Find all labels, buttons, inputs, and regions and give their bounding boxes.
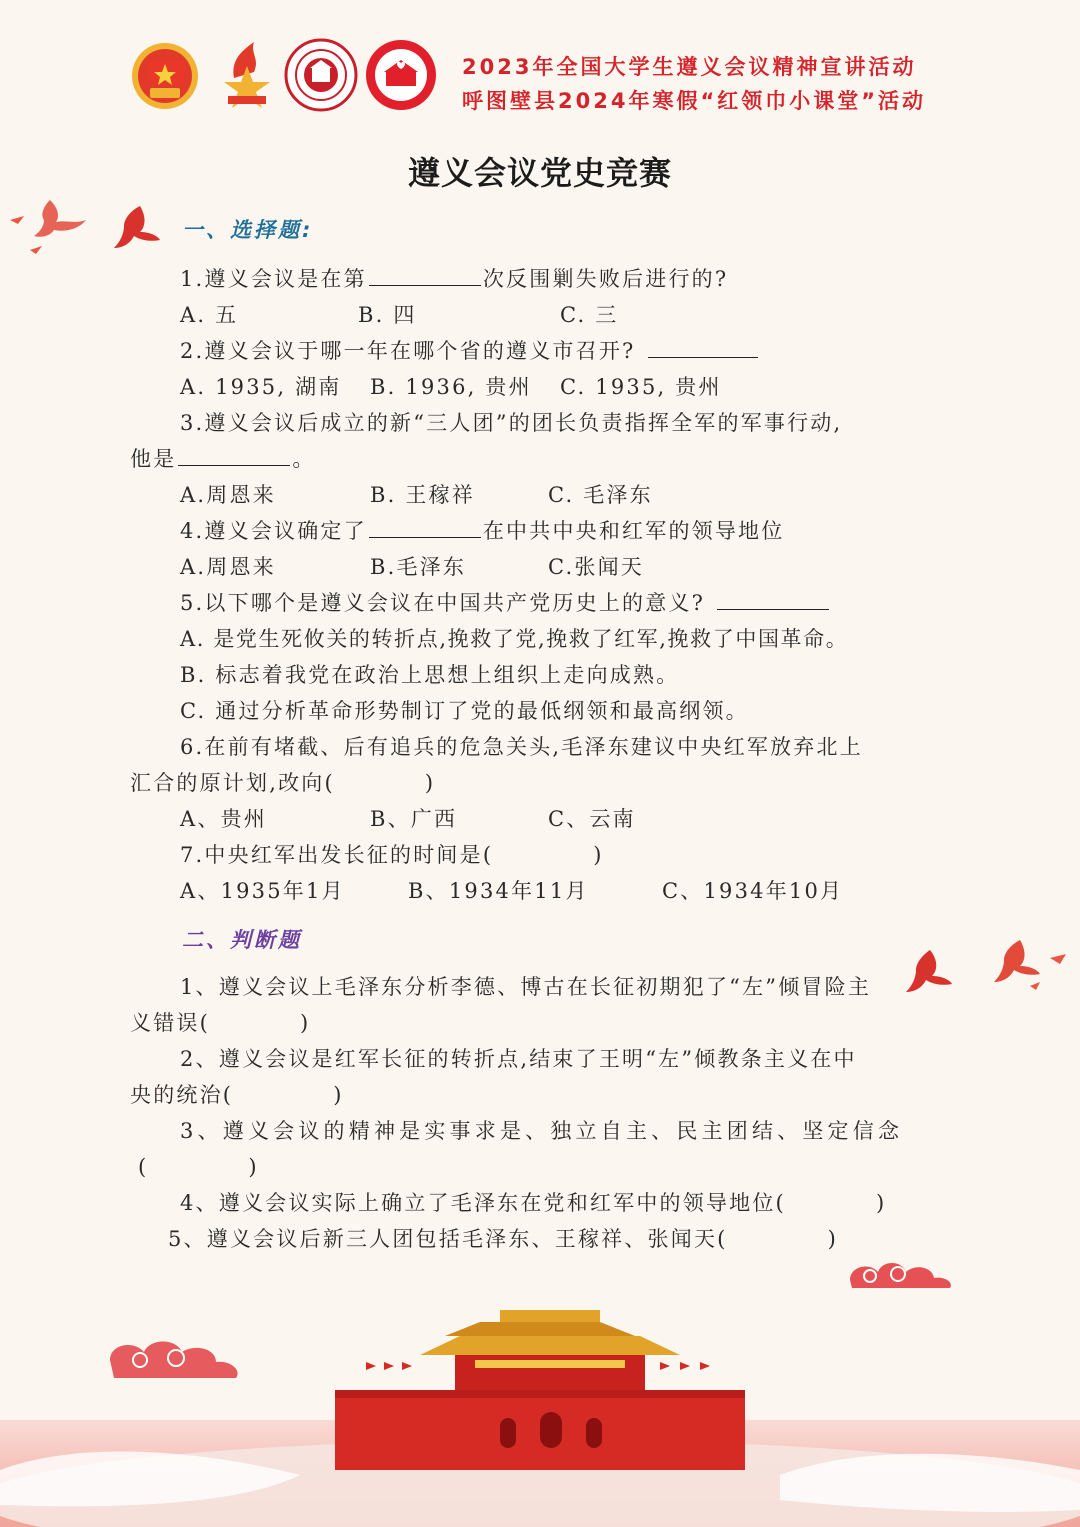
- question-text: ): [593, 843, 604, 867]
- option-c[interactable]: C. 1935, 贵州: [560, 375, 722, 399]
- question-2: [180, 336, 760, 366]
- judgment-2-cont: [130, 1080, 344, 1110]
- question-text: ): [248, 1155, 259, 1179]
- question-4: [180, 516, 784, 546]
- question-text: ): [827, 1227, 838, 1251]
- question-text: 他是: [130, 447, 177, 471]
- question-6-cont: [130, 768, 435, 798]
- judgment-5: [168, 1224, 838, 1254]
- option-a[interactable]: A.周恩来: [180, 555, 276, 579]
- question-text: 次反围剿失败后进行的?: [482, 267, 729, 291]
- event-name-line2: 呼图壁县2024年寒假“红领巾小课堂”活动: [462, 89, 927, 113]
- question-3-options: [180, 480, 880, 510]
- question-text: 4.遵义会议确定了: [180, 519, 367, 543]
- judgment-1: 1、遵义会议上毛泽东分析李德、博古在长征初期犯了“左”倾冒险主: [180, 975, 872, 999]
- option-c[interactable]: C. 通过分析革命形势制订了党的最低纲领和最高纲领。: [180, 699, 749, 723]
- question-text: 5.以下哪个是遵义会议在中国共产党历史上的意义?: [180, 591, 706, 615]
- question-text: 5、遵义会议后新三人团包括毛泽东、王稼祥、张闻天(: [168, 1227, 728, 1251]
- question-text: ): [875, 1191, 887, 1215]
- question-text: ): [424, 771, 436, 795]
- option-a[interactable]: A、1935年1月: [180, 879, 345, 903]
- option-c[interactable]: C、1934年10月: [662, 879, 844, 903]
- option-b[interactable]: B、广西: [370, 807, 458, 831]
- question-3: 3.遵义会议后成立的新“三人团”的团长负责指挥全军的军事行动,: [180, 411, 843, 435]
- option-c[interactable]: C、云南: [548, 807, 636, 831]
- university-seal-icon: [284, 38, 358, 112]
- question-text: 1.遵义会议是在第: [180, 267, 367, 291]
- peace-dove-icon: [880, 930, 1080, 1020]
- option-b[interactable]: B. 1936, 贵州: [370, 375, 532, 399]
- tiananmen-gate-icon: [0, 1300, 1080, 1527]
- question-1: [180, 264, 728, 294]
- question-7-options: [180, 876, 900, 906]
- judgment-3: 3、遵义会议的精神是实事求是、独立自主、民主团结、坚定信念: [180, 1119, 904, 1143]
- school-seal-icon: [364, 38, 438, 112]
- question-text: ): [333, 1083, 344, 1107]
- judgment-3-cont: [138, 1152, 259, 1182]
- question-7: [180, 840, 604, 870]
- question-text: 央的统治(: [130, 1083, 234, 1107]
- question-2-options: [180, 372, 880, 402]
- option-b[interactable]: B、1934年11月: [408, 879, 589, 903]
- option-a[interactable]: A. 是党生死攸关的转折点,挽救了党,挽救了红军,挽救了中国革命。: [180, 627, 849, 651]
- question-text: 。: [292, 447, 316, 471]
- option-b[interactable]: B. 四: [358, 303, 417, 327]
- question-text: (: [138, 1155, 149, 1179]
- question-text: 在中共中央和红军的领导地位: [482, 519, 785, 543]
- question-3-cont: [130, 444, 316, 474]
- answer-blank[interactable]: [717, 589, 829, 610]
- question-4-options: [180, 552, 880, 582]
- section-judgment-heading: 二、判断题: [182, 928, 302, 952]
- peace-dove-icon: [0, 190, 160, 280]
- section-choice-heading: 一、选择题:: [182, 218, 314, 242]
- question-text: ): [300, 1011, 311, 1035]
- event-header: [462, 50, 1062, 118]
- answer-blank[interactable]: [178, 445, 290, 466]
- question-text: 汇合的原计划,改向(: [130, 771, 335, 795]
- event-name-line1: 2023年全国大学生遵义会议精神宣讲活动: [462, 55, 917, 79]
- answer-blank[interactable]: [648, 337, 758, 358]
- judgment-4: [180, 1188, 886, 1218]
- option-b[interactable]: B. 标志着我党在政治上思想上组织上走向成熟。: [180, 663, 680, 687]
- question-text: 2.遵义会议于哪一年在哪个省的遵义市召开?: [180, 339, 636, 363]
- page-title: 遵义会议党史竞赛: [407, 154, 672, 192]
- option-c[interactable]: C. 三: [560, 303, 619, 327]
- auspicious-cloud-icon: [840, 1250, 960, 1300]
- answer-blank[interactable]: [369, 517, 481, 538]
- option-c[interactable]: C. 毛泽东: [548, 483, 653, 507]
- option-b[interactable]: B.毛泽东: [370, 555, 467, 579]
- option-c[interactable]: C.张闻天: [548, 555, 644, 579]
- question-text: 义错误(: [130, 1011, 210, 1035]
- option-a[interactable]: A. 1935, 湖南: [180, 375, 342, 399]
- judgment-2: 2、遵义会议是红军长征的转折点,结束了王明“左”倾教条主义在中: [180, 1047, 857, 1071]
- question-text: 7.中央红军出发长征的时间是(: [180, 843, 494, 867]
- question-6-options: [180, 804, 880, 834]
- option-a[interactable]: A. 五: [180, 303, 239, 327]
- youth-league-emblem-icon: [128, 38, 202, 112]
- question-text: 4、遵义会议实际上确立了毛泽东在党和红军中的领导地位(: [180, 1191, 786, 1215]
- question-5: [180, 588, 831, 618]
- answer-blank[interactable]: [369, 265, 481, 286]
- judgment-1-cont: [130, 1008, 310, 1038]
- option-a[interactable]: A、贵州: [180, 807, 267, 831]
- question-6: 6.在前有堵截、后有追兵的危急关头,毛泽东建议中央红军放弃北上: [180, 735, 863, 759]
- question-1-options: [180, 300, 880, 330]
- option-a[interactable]: A.周恩来: [180, 483, 276, 507]
- option-b[interactable]: B. 王稼祥: [370, 483, 475, 507]
- young-pioneers-emblem-icon: [210, 38, 284, 112]
